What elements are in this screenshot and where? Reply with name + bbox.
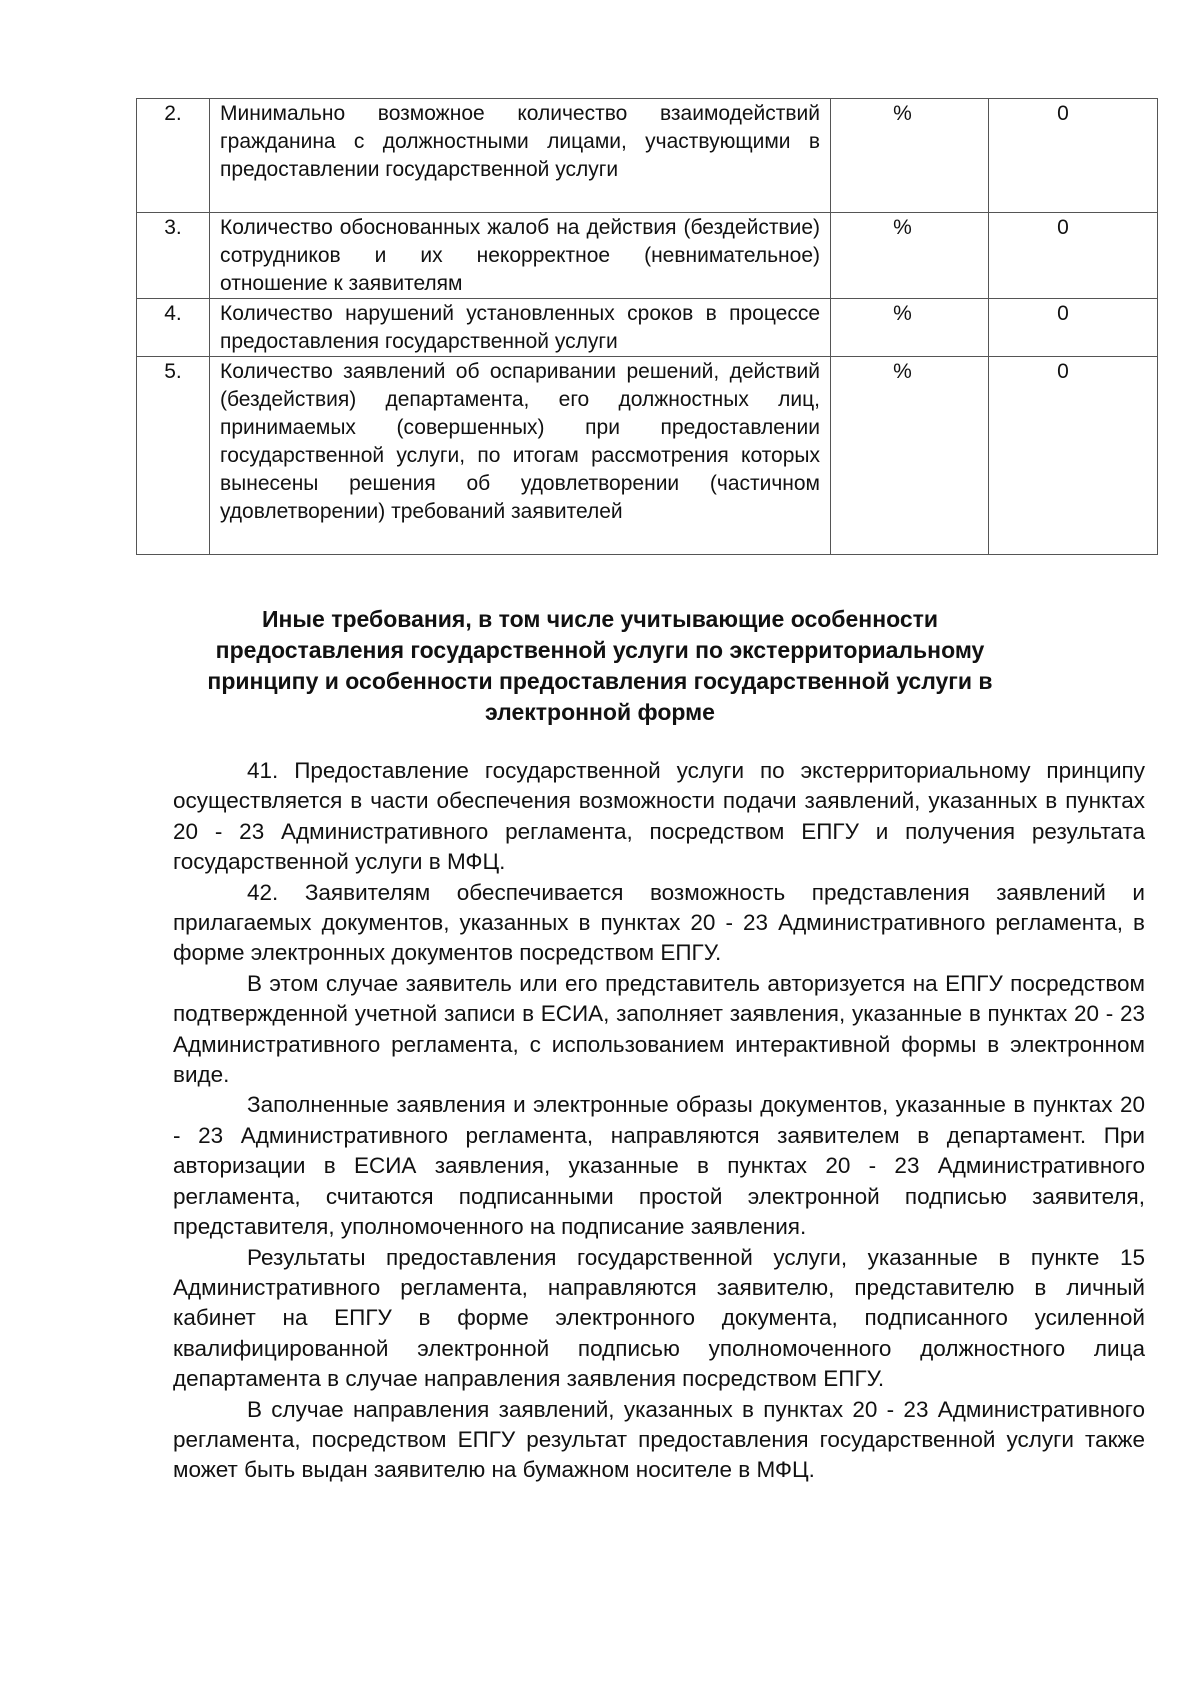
paragraph: 42. Заявителям обеспечивается возможность представления заявлений и прилагаемых документов, указанных в пунктах 20 - 23 Административного регламента, в форме электронных документов посредством ЕПГУ. — [173, 879, 1145, 966]
row-number: 4. — [137, 299, 210, 357]
row-description: Минимально возможное количество взаимодействий гражданина с должностными лицами, участвующими в предоставлении государственной услуги — [210, 99, 831, 213]
table-row — [137, 99, 1158, 213]
row-unit: % — [831, 299, 989, 357]
row-number: 2. — [137, 99, 210, 213]
paragraph: В случае направления заявлений, указанных в пунктах 20 - 23 Административного регламента, посредством ЕПГУ результат предоставления государственной услуги также может быть выдан заявителю на бумажном носителе в МФЦ. — [173, 1396, 1145, 1483]
row-description: Количество заявлений об оспаривании решений, действий (бездействия) департамента, его должностных лиц, принимаемых (совершенных) при предоставлении государственной услуги, по итогам рассмотрения которых вынесены решения об удовлетворении (частичном удовлетворении) требований заявителей — [210, 357, 831, 555]
paragraph: 41. Предоставление государственной услуги по экстерриториальному принципу осуществляется в части обеспечения возможности подачи заявлений, указанных в пунктах 20 - 23 Административного регламента, посредством ЕПГУ и получения результата государственной услуги в МФЦ. — [173, 758, 1145, 875]
row-number: 5. — [137, 357, 210, 555]
row-value: 0 — [989, 299, 1158, 357]
paragraph: В этом случае заявитель или его представитель авторизуется на ЕПГУ посредством подтвержденной учетной записи в ЕСИА, заполняет заявления, указанные в пунктах 20 - 23 Административного регламента, с использованием интерактивной формы в электронном виде. — [173, 970, 1145, 1088]
row-description: Количество обоснованных жалоб на действия (бездействие) сотрудников и их некорректное (невнимательное) отношение к заявителям — [210, 213, 831, 299]
paragraph: Результаты предоставления государственной услуги, указанные в пункте 15 Административного регламента, направляются заявителю, представителю в личный кабинет на ЕПГУ в форме электронного документа, подписанного усиленной квалифицированной электронной подписью уполномоченного должностного лица департамента в случае направления заявления посредством ЕПГУ. — [173, 1244, 1145, 1392]
table-row — [137, 213, 1158, 299]
row-unit: % — [831, 99, 989, 213]
row-unit: % — [831, 357, 989, 555]
paragraph: Заполненные заявления и электронные образы документов, указанные в пунктах 20 - 23 Административного регламента, направляются заявителем в департамент. При авторизации в ЕСИА заявления, указанные в пунктах 20 - 23 Административного регламента, считаются подписанными простой электронной подписью заявителя, представителя, уполномоченного на подписание заявления. — [173, 1092, 1145, 1240]
row-value: 0 — [989, 213, 1158, 299]
section-body — [173, 756, 1145, 1486]
table-row — [137, 357, 1158, 555]
row-value: 0 — [989, 357, 1158, 555]
table-row — [137, 299, 1158, 357]
section-heading: Иные требования, в том числе учитывающие особенности предоставления государственной услуги по экстерриториальному принципу и особенности предоставления государственной услуги в электронной форме — [207, 606, 993, 725]
row-value: 0 — [989, 99, 1158, 213]
row-description: Количество нарушений установленных сроков в процессе предоставления государственной услуги — [210, 299, 831, 357]
row-unit: % — [831, 213, 989, 299]
indicators-table — [136, 98, 1158, 555]
row-number: 3. — [137, 213, 210, 299]
